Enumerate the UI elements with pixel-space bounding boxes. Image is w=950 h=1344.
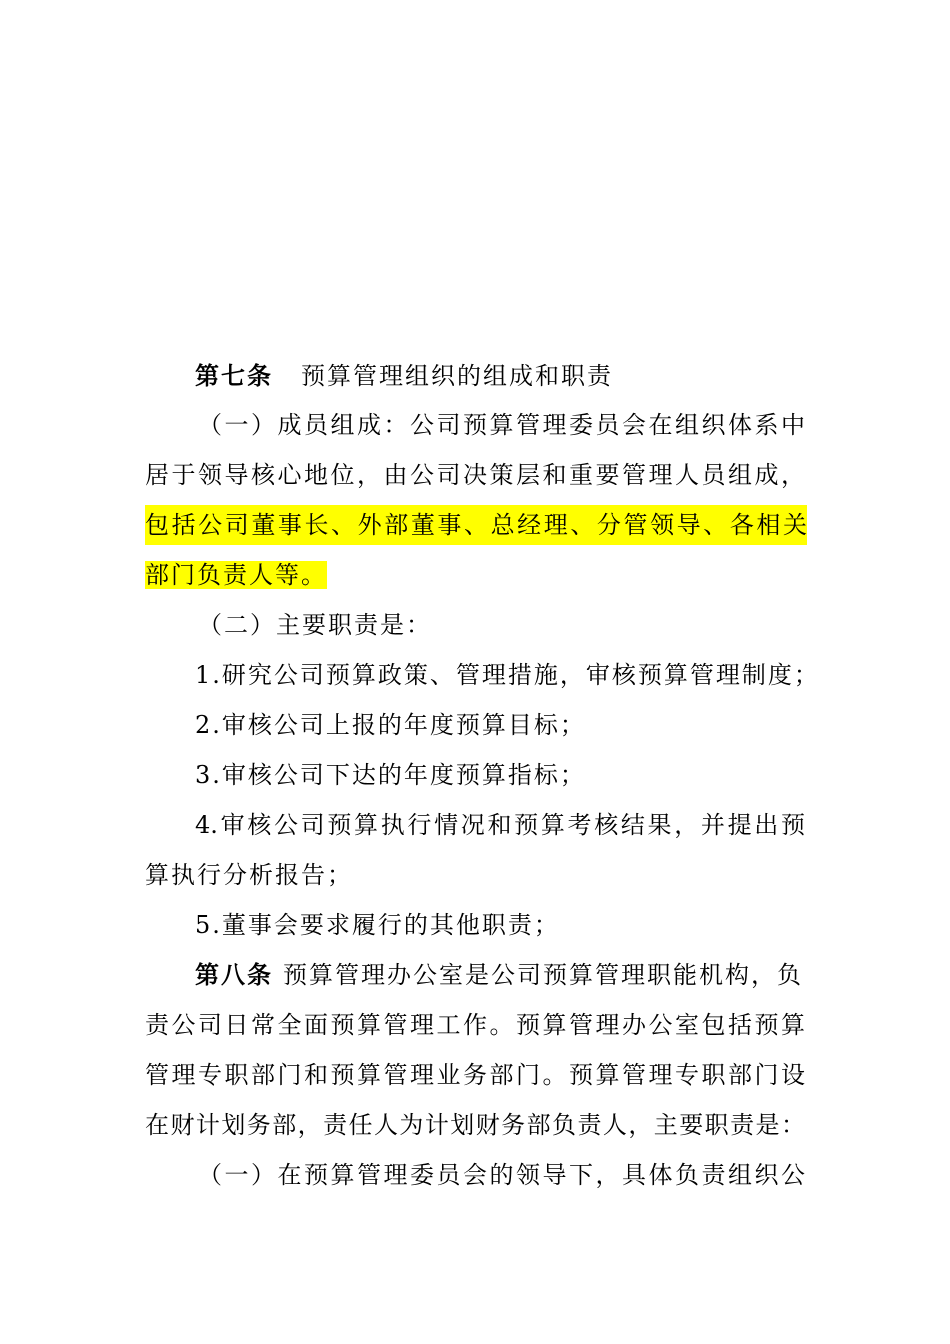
article-8-text: 预算管理办公室是公司预算管理职能机构，负 [283,961,803,989]
list-item: 1.研究公司预算政策、管理措施，审核预算管理制度； [195,661,820,689]
highlighted-line [145,555,805,595]
highlighted-text: 包括公司董事长、外部董事、总经理、分管领导、各相关 [145,505,807,545]
list-item: 4.审核公司预算执行情况和预算考核结果，并提出预 [195,811,805,839]
list-item-continuation: 算执行分析报告； [145,861,353,889]
article-7-heading [195,356,855,396]
article-8-heading [195,955,805,995]
paragraph-line: 管理专职部门和预算管理业务部门。预算管理专职部门设 [145,1061,805,1089]
paragraph-line: 居于领导核心地位，由公司决策层和重要管理人员组成， [145,461,805,489]
list-item: 5.董事会要求履行的其他职责； [195,911,560,939]
article-7-title: 预算管理组织的组成和职责 [301,362,613,390]
highlighted-line [145,505,805,545]
list-item: 2.审核公司上报的年度预算目标； [195,711,586,739]
paragraph-line: 在财计划务部，责任人为计划财务部负责人，主要职责是： [145,1111,805,1139]
article-8-label: 第八条 [195,961,273,989]
article-7-label: 第七条 [195,362,273,390]
section-heading: （二）主要职责是： [198,611,432,639]
list-item: 3.审核公司下达的年度预算指标； [195,761,586,789]
highlighted-text: 部门负责人等。 [145,561,327,589]
paragraph-line: （一）在预算管理委员会的领导下，具体负责组织公 [198,1161,805,1189]
paragraph-line: （一）成员组成：公司预算管理委员会在组织体系中 [198,411,805,439]
paragraph-line: 责公司日常全面预算管理工作。预算管理办公室包括预算 [145,1011,805,1039]
